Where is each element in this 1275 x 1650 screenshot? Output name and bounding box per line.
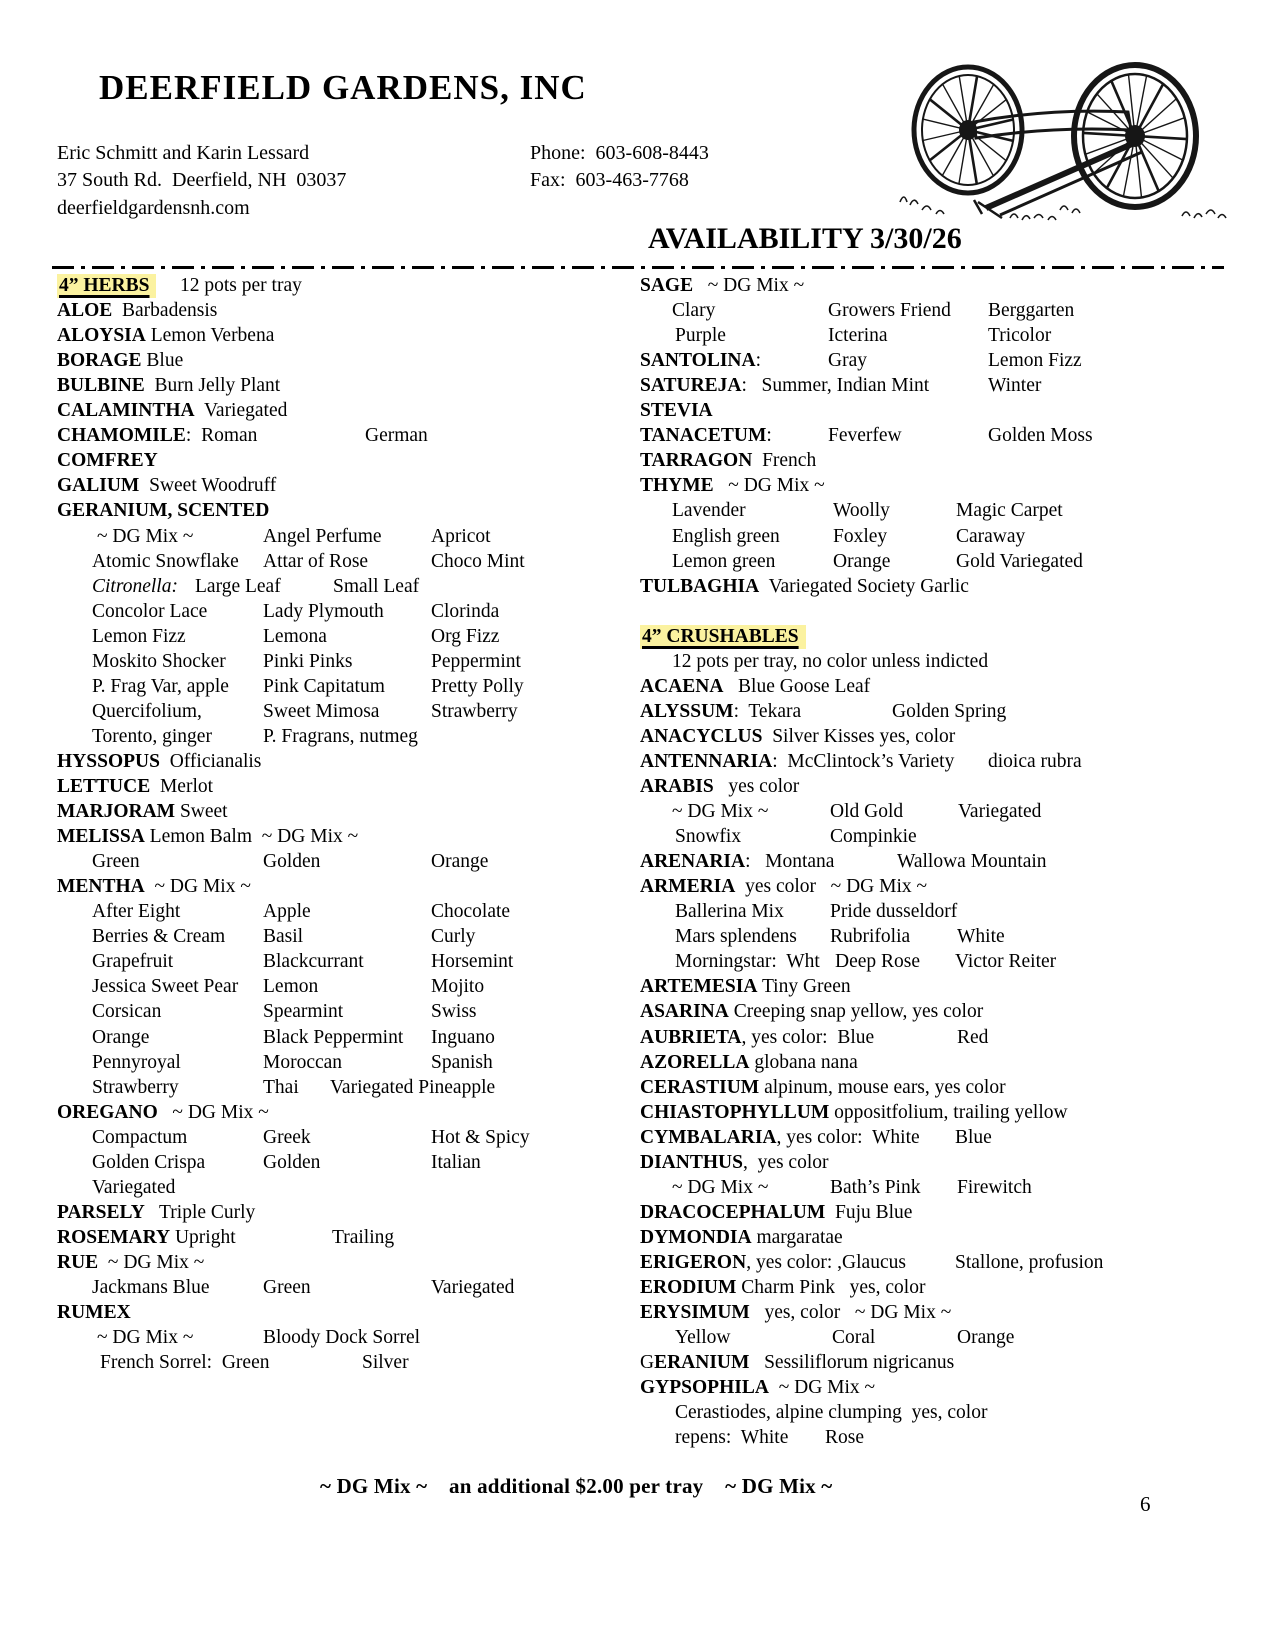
availability-title: AVAILABILITY 3/30/26	[648, 222, 962, 255]
list-text: AZORELLA	[640, 1051, 750, 1073]
list-text: Silver Kisses yes, color	[762, 725, 956, 747]
list-text: AUBRIETA	[640, 1026, 742, 1048]
list-text: Variegated	[958, 801, 1042, 823]
list-text: :	[755, 350, 762, 372]
list-text: 12 pots per tray, no color unless indicted	[672, 650, 989, 672]
list-text: Jackmans Blue	[92, 1277, 210, 1298]
list-text: Strawberry	[92, 1076, 179, 1098]
list-text: Swiss	[431, 1001, 477, 1023]
list-text: GALIUM	[57, 475, 140, 497]
footer-price-note: ~ DG Mix ~ an additional $2.00 per tray ~ DG Mix ~	[320, 1474, 833, 1498]
list-text: Cerastiodes, alpine clumping yes, color	[675, 1402, 988, 1424]
list-text: Inguano	[431, 1026, 495, 1048]
list-text: Merlot	[150, 776, 214, 797]
list-text: oppositfolium, trailing yellow	[829, 1101, 1068, 1123]
list-text: French	[752, 450, 817, 472]
list-text: Bath’s Pink	[830, 1176, 921, 1198]
list-text: Bloody Dock Sorrel	[263, 1327, 421, 1349]
list-text: Choco Mint	[431, 550, 525, 572]
list-row	[640, 273, 1240, 298]
list-text: , yes color: White	[776, 1126, 920, 1148]
list-text: : McClintock’s Variety	[772, 750, 955, 772]
list-text: Lady Plymouth	[263, 600, 384, 622]
list-text: Variegated	[92, 1176, 176, 1198]
list-text: CALAMINTHA	[57, 400, 195, 422]
list-text: Pinki Pinks	[263, 650, 353, 672]
list-row	[640, 1025, 1240, 1050]
list-text: HYSSOPUS	[57, 750, 160, 772]
list-text: Silver	[362, 1352, 409, 1374]
list-row	[57, 423, 617, 448]
list-text: Orange	[833, 550, 891, 572]
list-text: Golden Spring	[892, 700, 1007, 722]
list-text: OREGANO	[57, 1101, 158, 1123]
list-text: DIANTHUS	[640, 1151, 743, 1173]
list-text: TANACETUM	[640, 425, 767, 447]
list-row	[640, 1300, 1240, 1325]
list-text: Apricot	[431, 525, 491, 547]
list-text: Pennyroyal	[92, 1051, 181, 1073]
list-text: RUE	[57, 1251, 99, 1273]
list-text: CHIASTOPHYLLUM	[640, 1101, 830, 1123]
list-text: Lemona	[263, 625, 327, 647]
list-row	[640, 1100, 1240, 1125]
list-text: Large Leaf	[195, 575, 281, 597]
list-text: LETTUCE	[57, 776, 151, 797]
list-row	[57, 774, 617, 799]
list-text: DRACOCEPHALUM	[640, 1201, 826, 1223]
list-text: Strawberry	[431, 700, 518, 722]
address-line: 37 South Rd. Deerfield, NH 03037	[57, 169, 347, 192]
section-heading: 4” CRUSHABLES	[640, 625, 806, 649]
list-text: Compinkie	[830, 826, 917, 848]
list-text: Blackcurrant	[263, 951, 364, 973]
list-text: Clorinda	[431, 600, 500, 622]
list-text: Angel Perfume	[263, 525, 382, 547]
list-row	[640, 1075, 1240, 1100]
list-text: Grapefruit	[92, 951, 174, 973]
list-row	[57, 1300, 617, 1325]
list-text: Lemon Verbena	[145, 325, 275, 347]
list-text: Tricolor	[988, 325, 1052, 347]
list-text: Victor Reiter	[955, 951, 1057, 973]
right-wheel	[1074, 65, 1196, 207]
list-text: Icterina	[828, 325, 888, 347]
page-number: 6	[1140, 1492, 1151, 1516]
list-row	[640, 1125, 1240, 1150]
company-name: DEERFIELD GARDENS, INC	[99, 68, 587, 107]
list-text: ~ DG Mix ~	[144, 876, 251, 898]
list-text: Rubrifolia	[830, 926, 911, 948]
list-text: Morningstar: Wht	[675, 951, 820, 973]
list-text: Tiny Green	[757, 976, 851, 998]
list-text: White	[957, 926, 1005, 948]
list-text: Foxley	[833, 525, 888, 547]
list-text: repens: White	[675, 1427, 789, 1449]
list-text: BORAGE	[57, 350, 142, 372]
list-row	[640, 624, 1240, 649]
phone-fax-block	[530, 140, 709, 195]
list-text: Old Gold	[830, 801, 904, 823]
list-text: Pretty Polly	[431, 675, 524, 697]
list-text: DYMONDIA	[640, 1226, 752, 1248]
list-text: Sweet	[175, 801, 228, 823]
list-text: PARSELY	[57, 1201, 145, 1223]
list-text: Variegated	[431, 1277, 515, 1298]
list-row	[640, 674, 1240, 699]
list-text: ACAENA	[640, 675, 724, 697]
list-row	[640, 574, 1240, 599]
list-text: Golden	[263, 851, 321, 873]
list-text: Berggarten	[988, 300, 1075, 322]
list-text: Moskito Shocker	[92, 650, 226, 672]
list-text: , yes color: ,Glaucus	[746, 1251, 906, 1273]
list-text: Lemon	[263, 976, 319, 998]
list-text: Variegated	[194, 400, 288, 422]
list-text: Spearmint	[263, 1001, 344, 1023]
phone-line: Phone: 603-608-8443	[530, 142, 709, 164]
list-row	[57, 498, 617, 523]
list-text: Lemon Balm ~ DG Mix ~	[144, 826, 359, 848]
list-text: Greek	[263, 1126, 311, 1148]
list-text: : Roman	[185, 425, 258, 447]
list-text: ALOE	[57, 300, 113, 322]
list-text: yes color	[713, 776, 800, 797]
list-text: dioica rubra	[988, 750, 1082, 772]
list-row	[57, 824, 617, 849]
list-row	[640, 1275, 1240, 1300]
list-text: ANACYCLUS	[640, 725, 763, 747]
list-text: ERYSIMUM	[640, 1302, 750, 1324]
list-text: Pride dusseldorf	[830, 901, 958, 923]
list-text: ~ DG Mix ~	[97, 1327, 194, 1349]
list-text: ~ DG Mix ~	[97, 525, 194, 547]
list-text: Blue	[141, 350, 184, 372]
list-text: Firewitch	[957, 1176, 1032, 1198]
list-row	[57, 874, 617, 899]
section-heading: 4” HERBS	[57, 274, 156, 298]
list-text: GERANIUM, SCENTED	[57, 500, 270, 522]
list-text: Variegated Pineapple	[330, 1076, 496, 1098]
list-text: Yellow	[675, 1327, 731, 1349]
list-text: :	[766, 425, 772, 447]
list-row	[640, 423, 1240, 448]
list-row	[57, 473, 617, 498]
list-row	[57, 323, 617, 348]
list-text: Triple Curly	[144, 1201, 256, 1223]
list-text: Orange	[957, 1327, 1015, 1349]
list-text: Lemon green	[672, 550, 776, 572]
list-row	[57, 448, 617, 473]
list-row	[57, 749, 617, 774]
list-text: : Tekara	[733, 700, 802, 722]
dash-dot-divider	[52, 266, 1224, 269]
list-text: GYPSOPHILA	[640, 1377, 769, 1399]
list-text: Fuju Blue	[825, 1201, 913, 1223]
list-text: Hot & Spicy	[431, 1126, 530, 1148]
list-text: Golden	[263, 1151, 321, 1173]
list-row	[57, 398, 617, 423]
list-text: ASARINA	[640, 1001, 729, 1023]
list-text: Green	[263, 1277, 311, 1298]
list-text: Sweet Mimosa	[263, 700, 380, 722]
list-text: Orange	[431, 851, 489, 873]
list-text: : Summer, Indian Mint	[741, 375, 930, 397]
list-row	[640, 974, 1240, 999]
list-text: Torento, ginger	[92, 725, 212, 747]
wagon-wheels-illustration	[882, 50, 1234, 228]
list-row	[640, 699, 1240, 724]
list-row	[640, 448, 1240, 473]
list-text: Winter	[988, 375, 1042, 397]
list-text: globana nana	[749, 1051, 858, 1073]
list-text: Orange	[92, 1026, 150, 1048]
list-row	[57, 1100, 617, 1125]
list-text: yes color ~ DG Mix ~	[735, 876, 928, 898]
list-text: English green	[672, 525, 780, 547]
list-text: Ballerina Mix	[675, 901, 784, 923]
list-text: CYMBALARIA	[640, 1126, 777, 1148]
list-row	[640, 749, 1240, 774]
list-text: ALOYSIA	[57, 325, 146, 347]
list-text: French Sorrel: Green	[100, 1352, 270, 1374]
list-text: , yes color: Blue	[741, 1026, 875, 1048]
list-text: Magic Carpet	[956, 500, 1063, 522]
list-text: BULBINE	[57, 375, 145, 397]
list-text: Trailing	[332, 1226, 395, 1248]
list-text: COMFREY	[57, 450, 158, 472]
list-text: Purple	[675, 325, 726, 347]
list-row	[640, 1050, 1240, 1075]
list-row	[640, 1225, 1240, 1250]
list-text: SATUREJA	[640, 375, 742, 397]
left-wheel	[914, 67, 1022, 193]
list-text: Peppermint	[431, 650, 521, 672]
list-text: Golden Moss	[988, 425, 1093, 447]
list-text: Red	[957, 1026, 989, 1048]
list-text: Coral	[832, 1327, 876, 1349]
list-text: ~ DG Mix ~	[713, 475, 825, 497]
list-text: Italian	[431, 1151, 481, 1173]
list-text: ARTEMESIA	[640, 976, 758, 998]
list-text: ALYSSUM	[640, 700, 734, 722]
list-text: ROSEMARY	[57, 1226, 171, 1248]
list-text: G	[640, 1352, 655, 1374]
left-list-column	[57, 273, 617, 1403]
list-text: Berries & Cream	[92, 926, 226, 948]
website-line: deerfieldgardensnh.com	[57, 196, 250, 219]
list-text: Blue	[955, 1126, 992, 1148]
list-text: THYME	[640, 475, 714, 497]
list-text: Jessica Sweet Pear	[92, 976, 239, 998]
list-row	[57, 1225, 617, 1250]
list-text: RUMEX	[57, 1302, 131, 1324]
list-row	[57, 273, 617, 298]
list-text: Compactum	[92, 1126, 188, 1148]
list-text: Attar of Rose	[263, 550, 369, 572]
list-text: Mars splendens	[675, 926, 797, 948]
list-row	[640, 1250, 1240, 1275]
list-text: ~ DG Mix ~	[672, 801, 769, 823]
list-row	[57, 298, 617, 323]
list-text: Apple	[263, 901, 311, 923]
list-text: Gold Variegated	[956, 550, 1083, 572]
list-text: Lemon Fizz	[92, 625, 186, 647]
grass-strokes	[900, 197, 1226, 220]
list-text: Sweet Woodruff	[139, 475, 277, 497]
owners-line: Eric Schmitt and Karin Lessard	[57, 142, 310, 164]
right-list-column	[640, 273, 1240, 1463]
list-text: ~ DG Mix ~	[157, 1101, 269, 1123]
list-text: TARRAGON	[640, 450, 753, 472]
list-text: ~ DG Mix ~	[768, 1377, 876, 1399]
list-text: TULBAGHIA	[640, 575, 760, 597]
list-text: CHAMOMILE	[57, 425, 186, 447]
list-text: Blue Goose Leaf	[723, 675, 871, 697]
list-text: SAGE	[640, 275, 694, 296]
list-text: ARABIS	[640, 776, 714, 797]
list-text: Deep Rose	[835, 951, 921, 973]
list-text: MELISSA	[57, 826, 145, 848]
list-text: Officianalis	[159, 750, 262, 772]
list-text: Gray	[828, 350, 867, 372]
list-row	[640, 874, 1240, 899]
list-text: ANTENNARIA	[640, 750, 773, 772]
list-text: Pink Capitatum	[263, 675, 385, 697]
list-text: Clary	[672, 300, 716, 322]
list-text: Rose	[825, 1427, 864, 1449]
list-text: margaratae	[751, 1226, 843, 1248]
list-text: Snowfix	[675, 826, 742, 848]
list-text: Corsican	[92, 1001, 162, 1023]
list-text: MARJORAM	[57, 801, 176, 823]
list-text: 12 pots per tray	[180, 275, 302, 296]
list-text: Green	[92, 851, 140, 873]
list-row	[57, 348, 617, 373]
list-text: Small Leaf	[333, 575, 420, 597]
list-text: Caraway	[956, 525, 1026, 547]
list-text: ~ DG Mix ~	[98, 1251, 205, 1273]
list-text: Spanish	[431, 1051, 493, 1073]
list-text: SANTOLINA	[640, 350, 756, 372]
list-text: Upright	[170, 1226, 236, 1248]
list-text: ~ DG Mix ~	[672, 1176, 769, 1198]
list-row	[57, 1250, 617, 1275]
list-text: Burn Jelly Plant	[144, 375, 281, 397]
list-row	[57, 373, 617, 398]
list-row	[640, 473, 1240, 498]
list-row	[640, 999, 1240, 1024]
list-text: After Eight	[92, 901, 181, 923]
list-row	[640, 348, 1240, 373]
list-text: Org Fizz	[431, 625, 500, 647]
list-text: ARMERIA	[640, 876, 736, 898]
list-text: MENTHA	[57, 876, 145, 898]
list-text: Sessiliflorum nigricanus	[749, 1352, 955, 1374]
list-text: P. Frag Var, apple	[92, 675, 229, 697]
list-row	[640, 398, 1240, 423]
list-row	[640, 1375, 1240, 1400]
list-text: ERIGERON	[640, 1251, 747, 1273]
fax-line: Fax: 603-463-7768	[530, 169, 689, 192]
list-text: yes, color ~ DG Mix ~	[749, 1302, 952, 1324]
list-text: Wallowa Mountain	[897, 851, 1047, 873]
list-text: alpinum, mouse ears, yes color	[759, 1076, 1006, 1098]
list-text: Chocolate	[431, 901, 511, 923]
list-text: : Montana	[745, 851, 835, 873]
list-text: Variegated Society Garlic	[759, 575, 969, 597]
list-row	[640, 724, 1240, 749]
list-row	[640, 1200, 1240, 1225]
list-text: ERANIUM	[654, 1352, 750, 1374]
list-text: Citronella:	[92, 575, 178, 597]
list-text: ~ DG Mix ~	[693, 275, 805, 296]
list-text: Moroccan	[263, 1051, 343, 1073]
list-row	[640, 1350, 1240, 1375]
list-text: CERASTIUM	[640, 1076, 760, 1098]
list-text: Concolor Lace	[92, 600, 208, 622]
list-text: STEVIA	[640, 400, 713, 422]
list-row	[57, 1200, 617, 1225]
list-text: Mojito	[431, 976, 485, 998]
list-row	[640, 373, 1240, 398]
list-text: Lemon Fizz	[988, 350, 1082, 372]
list-text: German	[365, 425, 428, 447]
list-text: Golden Crispa	[92, 1151, 206, 1173]
list-text: Black Peppermint	[263, 1026, 404, 1048]
list-text: Thai	[263, 1076, 299, 1098]
list-text: Atomic Snowflake	[92, 550, 239, 572]
list-text: Barbadensis	[112, 300, 218, 322]
list-text: Horsemint	[431, 951, 514, 973]
list-text: Woolly	[833, 500, 890, 522]
list-text: Quercifolium,	[92, 700, 202, 722]
contact-block	[57, 140, 346, 222]
list-text: Curly	[431, 926, 476, 948]
list-text: Creeping snap yellow, yes color	[728, 1001, 984, 1023]
list-text: Growers Friend	[828, 300, 951, 322]
list-text: ERODIUM	[640, 1277, 737, 1298]
list-text: Stallone, profusion	[955, 1251, 1104, 1273]
list-text: ARENARIA	[640, 851, 746, 873]
list-row	[640, 849, 1240, 874]
list-row	[640, 1150, 1240, 1175]
list-text: Basil	[263, 926, 304, 948]
list-text: Charm Pink yes, color	[736, 1277, 926, 1298]
list-row	[640, 774, 1240, 799]
list-text: Lavender	[672, 500, 746, 522]
list-text: Feverfew	[828, 425, 902, 447]
list-row	[57, 799, 617, 824]
list-text: P. Fragrans, nutmeg	[263, 725, 418, 747]
list-text: , yes color	[742, 1151, 829, 1173]
